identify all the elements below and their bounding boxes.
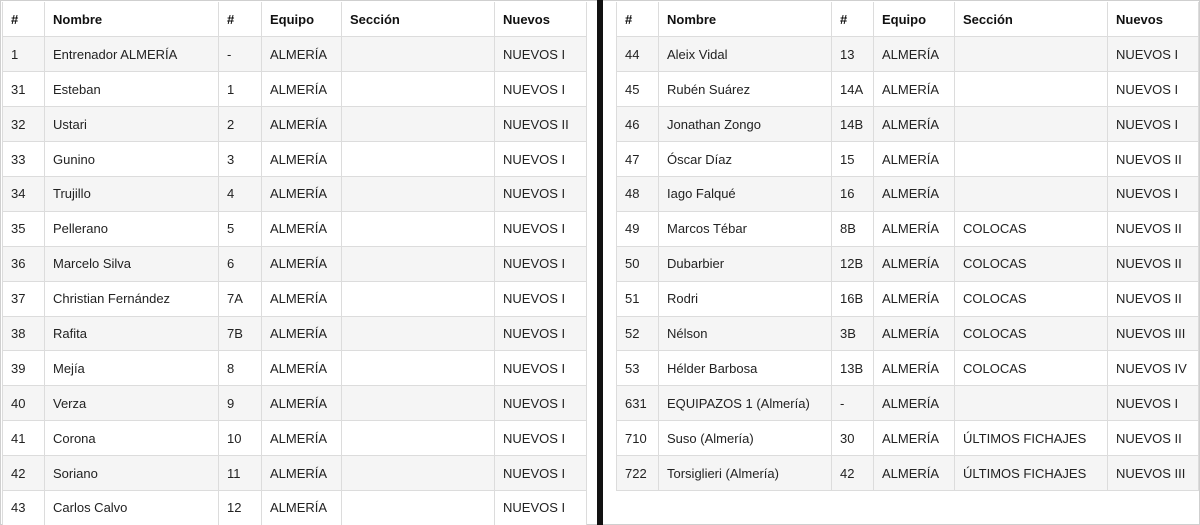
cell-number: 40 — [3, 386, 45, 421]
cell-team: ALMERÍA — [262, 37, 342, 72]
cell-new: NUEVOS I — [495, 351, 587, 386]
cell-name: Entrenador ALMERÍA — [45, 37, 219, 72]
cell-number: 1 — [3, 37, 45, 72]
cell-team: ALMERÍA — [262, 316, 342, 351]
cell-name: Rubén Suárez — [659, 72, 832, 107]
cell-section — [342, 246, 495, 281]
cell-team: ALMERÍA — [262, 107, 342, 142]
cell-name: Pellerano — [45, 211, 219, 246]
cell-card-number: 13B — [832, 351, 874, 386]
cell-team: ALMERÍA — [262, 72, 342, 107]
cell-name: Aleix Vidal — [659, 37, 832, 72]
cell-section — [342, 421, 495, 456]
cell-section — [342, 142, 495, 177]
cell-team: ALMERÍA — [262, 176, 342, 211]
cell-section — [342, 351, 495, 386]
cell-name: Jonathan Zongo — [659, 107, 832, 142]
cell-section — [342, 281, 495, 316]
header-new: Nuevos — [495, 2, 587, 37]
cell-section — [342, 37, 495, 72]
table-row — [3, 107, 587, 142]
cell-card-number: 12 — [219, 490, 262, 525]
cell-card-number: 9 — [219, 386, 262, 421]
cell-new: NUEVOS II — [1108, 142, 1199, 177]
cell-team: ALMERÍA — [874, 281, 955, 316]
cell-card-number: - — [832, 386, 874, 421]
cell-name: Gunino — [45, 142, 219, 177]
cell-section: ÚLTIMOS FICHAJES — [955, 456, 1108, 491]
cell-section — [955, 176, 1108, 211]
header-number: # — [3, 2, 45, 37]
table-row — [3, 386, 587, 421]
table-row — [3, 37, 587, 72]
cell-section: COLOCAS — [955, 211, 1108, 246]
table-header-row — [617, 2, 1199, 37]
cell-new: NUEVOS I — [495, 176, 587, 211]
cell-number: 34 — [3, 176, 45, 211]
table-row — [617, 456, 1199, 491]
cell-card-number: 42 — [832, 456, 874, 491]
cell-name: Marcelo Silva — [45, 246, 219, 281]
cell-card-number: 12B — [832, 246, 874, 281]
left-table-panel — [2, 2, 586, 525]
table-row — [3, 72, 587, 107]
cell-name: Suso (Almería) — [659, 421, 832, 456]
cell-team: ALMERÍA — [874, 316, 955, 351]
table-row — [617, 72, 1199, 107]
cell-team: ALMERÍA — [262, 211, 342, 246]
table-row — [617, 421, 1199, 456]
cell-number: 44 — [617, 37, 659, 72]
cell-team: ALMERÍA — [262, 386, 342, 421]
table-row — [3, 421, 587, 456]
cell-card-number: 2 — [219, 107, 262, 142]
cell-team: ALMERÍA — [874, 351, 955, 386]
table-row — [617, 211, 1199, 246]
table-row — [617, 281, 1199, 316]
cell-section: COLOCAS — [955, 246, 1108, 281]
table-header-row — [3, 2, 587, 37]
cell-section: ÚLTIMOS FICHAJES — [955, 421, 1108, 456]
cell-section — [342, 316, 495, 351]
cell-number: 51 — [617, 281, 659, 316]
cell-number: 53 — [617, 351, 659, 386]
cell-number: 46 — [617, 107, 659, 142]
cell-section — [955, 37, 1108, 72]
cell-team: ALMERÍA — [262, 351, 342, 386]
cell-name: Verza — [45, 386, 219, 421]
cell-section: COLOCAS — [955, 351, 1108, 386]
table-row — [617, 386, 1199, 421]
cell-new: NUEVOS I — [495, 421, 587, 456]
cell-team: ALMERÍA — [874, 176, 955, 211]
cell-new: NUEVOS I — [1108, 386, 1199, 421]
cell-number: 39 — [3, 351, 45, 386]
table-row — [617, 351, 1199, 386]
cell-new: NUEVOS I — [1108, 176, 1199, 211]
cell-number: 42 — [3, 456, 45, 491]
cell-name: Soriano — [45, 456, 219, 491]
cell-section — [342, 72, 495, 107]
cell-number: 38 — [3, 316, 45, 351]
cell-new: NUEVOS I — [495, 37, 587, 72]
cell-number: 52 — [617, 316, 659, 351]
table-row — [3, 246, 587, 281]
cell-name: Corona — [45, 421, 219, 456]
cell-section — [342, 490, 495, 525]
table-row — [617, 176, 1199, 211]
cell-name: Rafita — [45, 316, 219, 351]
cell-number: 49 — [617, 211, 659, 246]
cell-team: ALMERÍA — [262, 490, 342, 525]
cell-name: Christian Fernández — [45, 281, 219, 316]
cell-new: NUEVOS I — [495, 316, 587, 351]
cell-number: 32 — [3, 107, 45, 142]
table-row — [3, 490, 587, 525]
header-new: Nuevos — [1108, 2, 1199, 37]
cell-card-number: 7A — [219, 281, 262, 316]
cell-number: 710 — [617, 421, 659, 456]
cell-name: Carlos Calvo — [45, 490, 219, 525]
cell-card-number: 3 — [219, 142, 262, 177]
cell-name: Nélson — [659, 316, 832, 351]
cell-number: 631 — [617, 386, 659, 421]
cell-name: EQUIPAZOS 1 (Almería) — [659, 386, 832, 421]
table-row — [3, 281, 587, 316]
header-card-number: # — [832, 2, 874, 37]
cell-section — [955, 386, 1108, 421]
cell-card-number: 8B — [832, 211, 874, 246]
cell-new: NUEVOS II — [1108, 421, 1199, 456]
cell-new: NUEVOS I — [495, 72, 587, 107]
cell-card-number: 10 — [219, 421, 262, 456]
header-section: Sección — [342, 2, 495, 37]
cell-team: ALMERÍA — [262, 456, 342, 491]
table-row — [3, 351, 587, 386]
cell-name: Óscar Díaz — [659, 142, 832, 177]
header-card-number: # — [219, 2, 262, 37]
cell-card-number: 6 — [219, 246, 262, 281]
cell-name: Esteban — [45, 72, 219, 107]
table-row — [617, 246, 1199, 281]
right-table-panel — [616, 2, 1198, 491]
cell-card-number: 1 — [219, 72, 262, 107]
cell-name: Iago Falqué — [659, 176, 832, 211]
cell-number: 45 — [617, 72, 659, 107]
table-row — [617, 142, 1199, 177]
cell-name: Hélder Barbosa — [659, 351, 832, 386]
cell-name: Trujillo — [45, 176, 219, 211]
cell-new: NUEVOS IV — [1108, 351, 1199, 386]
table-row — [3, 142, 587, 177]
cell-name: Ustari — [45, 107, 219, 142]
header-name: Nombre — [45, 2, 219, 37]
panel-divider — [597, 0, 603, 525]
cell-section: COLOCAS — [955, 281, 1108, 316]
cell-name: Torsiglieri (Almería) — [659, 456, 832, 491]
table-row — [617, 316, 1199, 351]
cell-team: ALMERÍA — [874, 456, 955, 491]
cell-card-number: 15 — [832, 142, 874, 177]
cell-new: NUEVOS I — [495, 246, 587, 281]
cell-card-number: 11 — [219, 456, 262, 491]
cell-team: ALMERÍA — [874, 142, 955, 177]
cell-new: NUEVOS I — [1108, 72, 1199, 107]
header-team: Equipo — [262, 2, 342, 37]
cell-team: ALMERÍA — [874, 246, 955, 281]
cell-card-number: - — [219, 37, 262, 72]
cell-new: NUEVOS I — [495, 456, 587, 491]
cell-name: Marcos Tébar — [659, 211, 832, 246]
header-name: Nombre — [659, 2, 832, 37]
cell-new: NUEVOS III — [1108, 316, 1199, 351]
cell-section — [342, 211, 495, 246]
cell-name: Rodri — [659, 281, 832, 316]
cell-card-number: 7B — [219, 316, 262, 351]
cell-card-number: 8 — [219, 351, 262, 386]
cell-name: Dubarbier — [659, 246, 832, 281]
cell-new: NUEVOS I — [495, 386, 587, 421]
cell-section — [342, 386, 495, 421]
table-row — [3, 316, 587, 351]
left-player-table — [2, 2, 587, 525]
cell-team: ALMERÍA — [874, 421, 955, 456]
cell-number: 50 — [617, 246, 659, 281]
cell-new: NUEVOS II — [1108, 246, 1199, 281]
table-row — [617, 107, 1199, 142]
cell-number: 47 — [617, 142, 659, 177]
cell-new: NUEVOS I — [1108, 37, 1199, 72]
cell-card-number: 5 — [219, 211, 262, 246]
cell-card-number: 13 — [832, 37, 874, 72]
cell-team: ALMERÍA — [262, 142, 342, 177]
cell-new: NUEVOS III — [1108, 456, 1199, 491]
cell-name: Mejía — [45, 351, 219, 386]
cell-section — [955, 107, 1108, 142]
cell-card-number: 16B — [832, 281, 874, 316]
cell-section — [342, 176, 495, 211]
cell-team: ALMERÍA — [874, 211, 955, 246]
cell-number: 31 — [3, 72, 45, 107]
cell-number: 37 — [3, 281, 45, 316]
cell-number: 33 — [3, 142, 45, 177]
right-player-table — [616, 2, 1199, 491]
cell-section — [955, 72, 1108, 107]
cell-new: NUEVOS I — [495, 142, 587, 177]
table-row — [3, 456, 587, 491]
header-section: Sección — [955, 2, 1108, 37]
cell-number: 36 — [3, 246, 45, 281]
cell-card-number: 14B — [832, 107, 874, 142]
cell-team: ALMERÍA — [262, 246, 342, 281]
cell-new: NUEVOS II — [1108, 281, 1199, 316]
cell-team: ALMERÍA — [262, 421, 342, 456]
cell-number: 722 — [617, 456, 659, 491]
cell-number: 43 — [3, 490, 45, 525]
header-number: # — [617, 2, 659, 37]
cell-section: COLOCAS — [955, 316, 1108, 351]
cell-new: NUEVOS II — [495, 107, 587, 142]
cell-team: ALMERÍA — [874, 72, 955, 107]
cell-section — [342, 456, 495, 491]
cell-card-number: 3B — [832, 316, 874, 351]
table-row — [617, 37, 1199, 72]
cell-card-number: 16 — [832, 176, 874, 211]
header-team: Equipo — [874, 2, 955, 37]
cell-card-number: 14A — [832, 72, 874, 107]
cell-new: NUEVOS I — [1108, 107, 1199, 142]
cell-team: ALMERÍA — [874, 386, 955, 421]
cell-number: 41 — [3, 421, 45, 456]
cell-new: NUEVOS I — [495, 281, 587, 316]
cell-section — [955, 142, 1108, 177]
cell-number: 48 — [617, 176, 659, 211]
cell-new: NUEVOS I — [495, 490, 587, 525]
cell-new: NUEVOS II — [1108, 211, 1199, 246]
cell-team: ALMERÍA — [262, 281, 342, 316]
cell-card-number: 4 — [219, 176, 262, 211]
cell-section — [342, 107, 495, 142]
cell-number: 35 — [3, 211, 45, 246]
table-row — [3, 176, 587, 211]
cell-new: NUEVOS I — [495, 211, 587, 246]
table-row — [3, 211, 587, 246]
cell-card-number: 30 — [832, 421, 874, 456]
cell-team: ALMERÍA — [874, 107, 955, 142]
cell-team: ALMERÍA — [874, 37, 955, 72]
